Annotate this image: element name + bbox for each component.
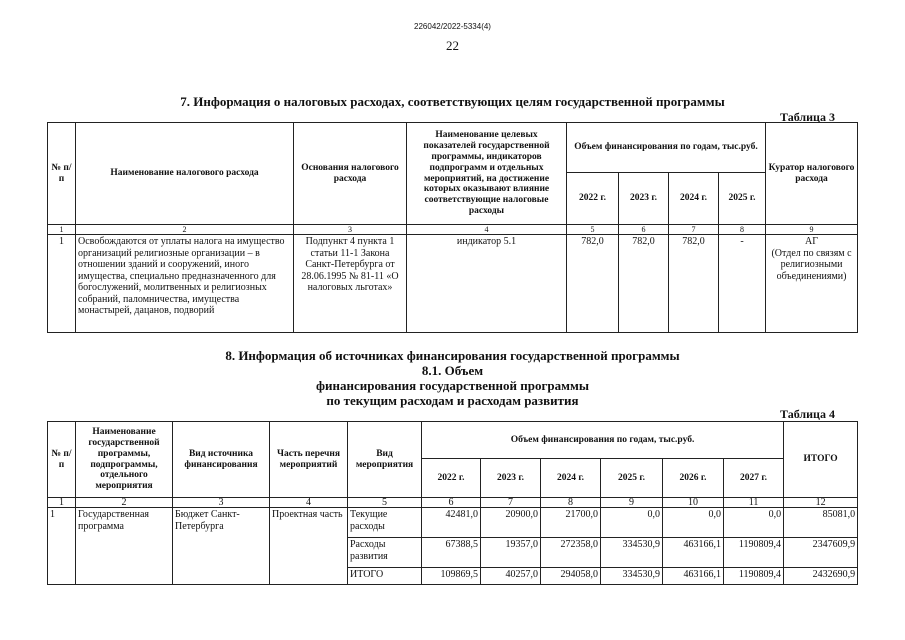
column-number: 12 — [784, 498, 858, 508]
header-year: 2024 г. — [669, 173, 719, 225]
column-number: 4 — [407, 225, 567, 235]
value-cell: 0,0 — [724, 508, 784, 538]
value-cell: 1190809,4 — [724, 568, 784, 585]
activity-part: Проектная часть — [270, 508, 348, 585]
value-cell: 463166,1 — [663, 538, 724, 568]
header-funding-source: Вид источника финансирования — [173, 422, 270, 498]
header-year: 2026 г. — [663, 459, 724, 498]
header-funding: Объем финансирования по годам, тыс.руб. — [422, 422, 784, 459]
header-year: 2022 г. — [422, 459, 481, 498]
header-year: 2025 г. — [601, 459, 663, 498]
value-cell: 1190809,4 — [724, 538, 784, 568]
value-cell: 40257,0 — [481, 568, 541, 585]
header-year: 2023 г. — [619, 173, 669, 225]
tax-expenditure-table — [47, 122, 858, 333]
header-basis: Основания налогового расхода — [294, 123, 407, 225]
section-8-title-line: 8.1. Объем — [421, 363, 484, 378]
funding-source: Бюджет Санкт-Петербурга — [173, 508, 270, 585]
column-number: 5 — [567, 225, 619, 235]
value-cell: 42481,0 — [422, 508, 481, 538]
activity-kind: ИТОГО — [348, 568, 422, 585]
target-indicator: индикатор 5.1 — [407, 235, 567, 333]
table-3-label: Таблица 3 — [780, 110, 835, 124]
column-number: 9 — [766, 225, 858, 235]
value-cell: 294058,0 — [541, 568, 601, 585]
curator-note: (Отдел по связям с религиозными объединениями) — [771, 247, 852, 282]
curator-code: АГ — [805, 236, 819, 247]
column-number: 7 — [481, 498, 541, 508]
value-cell: - — [719, 235, 766, 333]
header-program-name: Наименование государственной программы, подпрограммы, отдельного мероприятия — [76, 422, 173, 498]
value-cell: 782,0 — [619, 235, 669, 333]
header-year: 2022 г. — [567, 173, 619, 225]
value-cell: 782,0 — [567, 235, 619, 333]
header-funding: Объем финансирования по годам, тыс.руб. — [567, 123, 766, 173]
program-name: Государственная программа — [76, 508, 173, 585]
header-tax-expenditure-name: Наименование налогового расхода — [76, 123, 294, 225]
column-number: 2 — [76, 225, 294, 235]
section-8-title-line: по текущим расходам и расходам развития — [326, 393, 579, 408]
total-cell: 2347609,9 — [784, 538, 858, 568]
column-number: 8 — [719, 225, 766, 235]
header-activity-part: Часть перечня мероприятий — [270, 422, 348, 498]
header-num: № п/п — [48, 422, 76, 498]
activity-kind: Текущие расходы — [348, 508, 422, 538]
header-target-indicators: Наименование целевых показателей государственной программы, индикаторов подпрограмм и отдельных мероприятий, на достижение которых оказывают влияние соответствующие налоговые расходы — [407, 123, 567, 225]
header-year: 2024 г. — [541, 459, 601, 498]
value-cell: 272358,0 — [541, 538, 601, 568]
value-cell: 0,0 — [663, 508, 724, 538]
header-year: 2025 г. — [719, 173, 766, 225]
value-cell: 67388,5 — [422, 538, 481, 568]
column-number: 6 — [619, 225, 669, 235]
column-number: 3 — [173, 498, 270, 508]
header-total: ИТОГО — [784, 422, 858, 498]
header-activity-kind: Вид мероприятия — [348, 422, 422, 498]
header-num: № п/п — [48, 123, 76, 225]
section-7-title: 7. Информация о налоговых расходах, соответствующих целям государственной программы — [180, 94, 725, 109]
column-number: 8 — [541, 498, 601, 508]
table-4-label: Таблица 4 — [780, 407, 835, 421]
section-8-title — [0, 348, 905, 408]
value-cell: 782,0 — [669, 235, 719, 333]
total-cell: 85081,0 — [784, 508, 858, 538]
value-cell: 21700,0 — [541, 508, 601, 538]
row-num: 1 — [48, 235, 76, 333]
column-number: 9 — [601, 498, 663, 508]
column-number: 1 — [48, 498, 76, 508]
value-cell: 334530,9 — [601, 568, 663, 585]
curator-cell — [766, 235, 858, 333]
document-id: 226042/2022-5334(4) — [414, 22, 491, 31]
column-number: 11 — [724, 498, 784, 508]
tax-basis: Подпункт 4 пункта 1 статьи 11-1 Закона Санкт-Петербурга от 28.06.1995 № 81-11 «О налоговых льготах» — [294, 235, 407, 333]
column-number: 4 — [270, 498, 348, 508]
column-number: 3 — [294, 225, 407, 235]
value-cell: 0,0 — [601, 508, 663, 538]
value-cell: 109869,5 — [422, 568, 481, 585]
table-row — [48, 508, 858, 538]
header-year: 2023 г. — [481, 459, 541, 498]
header-curator: Куратор налогового расхода — [766, 123, 858, 225]
tax-expenditure-name: Освобождаются от уплаты налога на имущество организаций религиозные организации – в отношении зданий и сооружений, иного имущества, специально предназначенного для богослужений, молитвенных и религиозных собраний, паломничества, имущества монастырей, дацанов, подворий — [76, 235, 294, 333]
funding-sources-table — [47, 421, 858, 585]
value-cell: 334530,9 — [601, 538, 663, 568]
value-cell: 463166,1 — [663, 568, 724, 585]
total-cell: 2432690,9 — [784, 568, 858, 585]
column-number: 5 — [348, 498, 422, 508]
table-row — [48, 235, 858, 333]
activity-kind: Расходы развития — [348, 538, 422, 568]
column-number: 2 — [76, 498, 173, 508]
section-8-title-line: 8. Информация об источниках финансирования государственной программы — [225, 348, 680, 363]
column-number: 10 — [663, 498, 724, 508]
column-number: 1 — [48, 225, 76, 235]
column-number: 6 — [422, 498, 481, 508]
column-number: 7 — [669, 225, 719, 235]
value-cell: 20900,0 — [481, 508, 541, 538]
section-8-title-line: финансирования государственной программы — [316, 378, 589, 393]
page-number: 22 — [446, 38, 459, 53]
value-cell: 19357,0 — [481, 538, 541, 568]
row-num: 1 — [48, 508, 76, 585]
header-year: 2027 г. — [724, 459, 784, 498]
